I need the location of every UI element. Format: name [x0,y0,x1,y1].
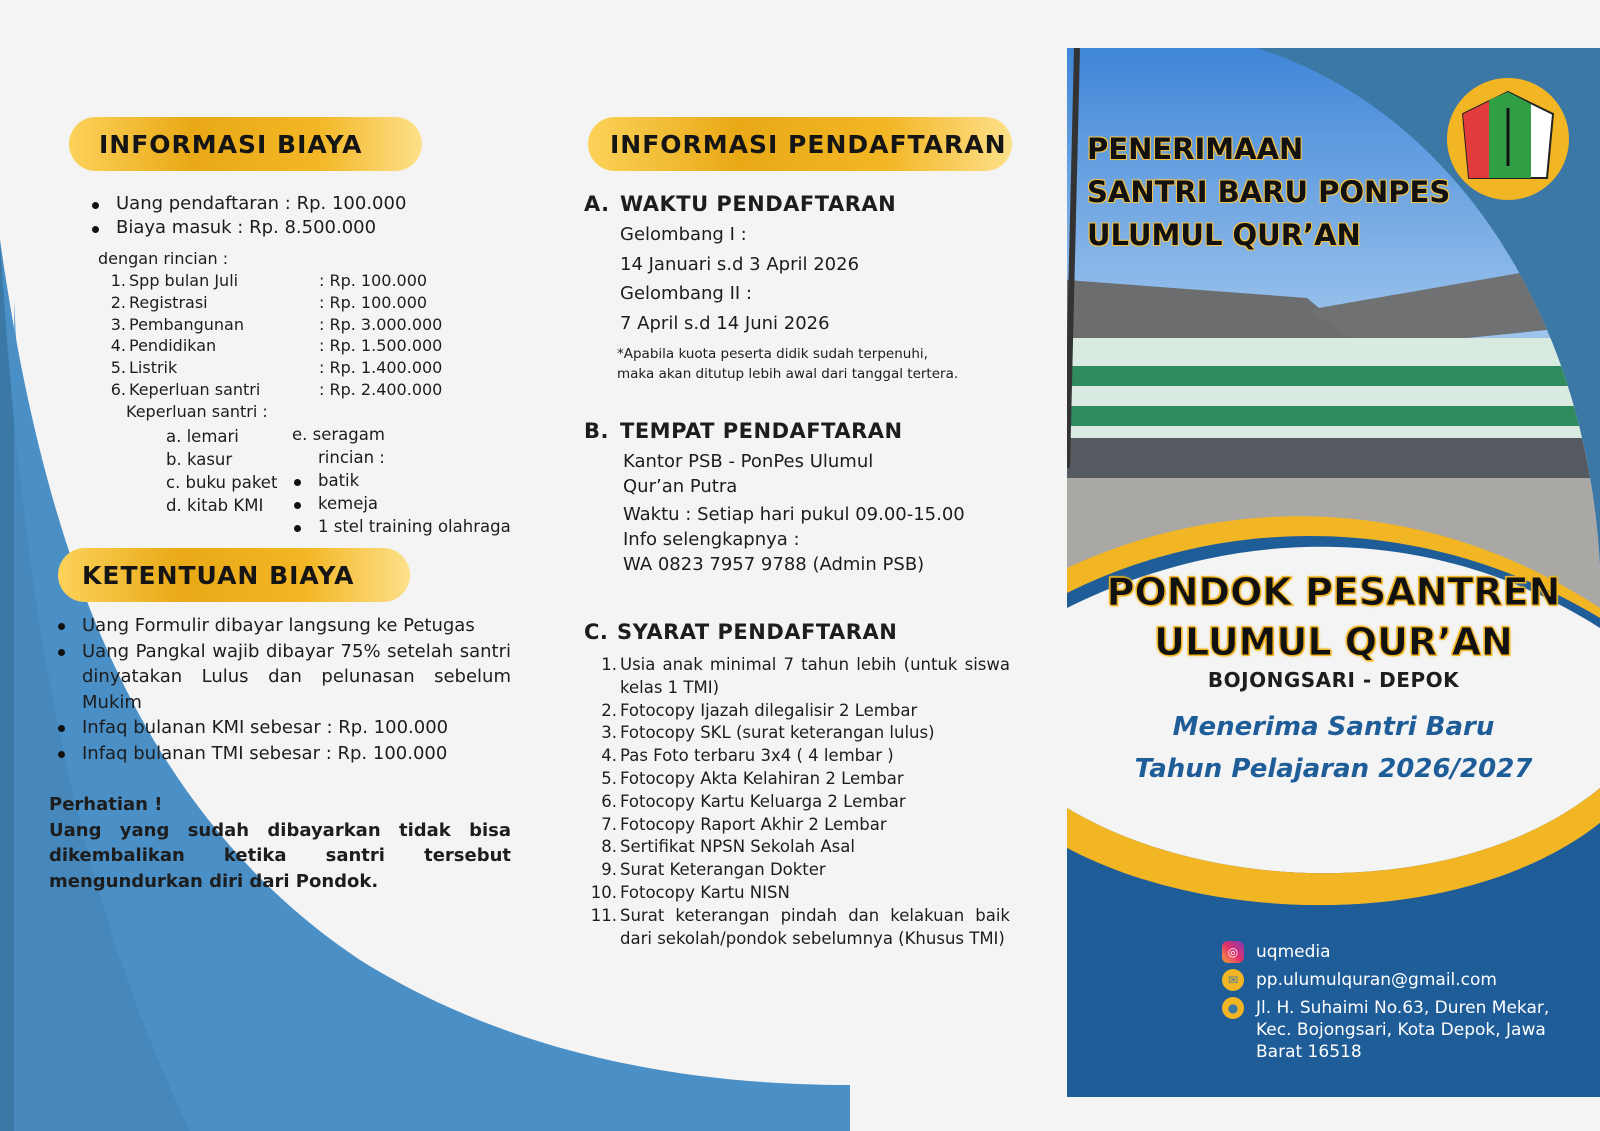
list-item: kemeja [292,492,511,515]
tagline-line: Menerima Santri Baru [1172,712,1495,742]
contact-instagram[interactable] [1222,941,1582,963]
row-value: : Rp. 1.500.000 [319,336,443,356]
rincian-section [98,248,442,423]
list-item [584,905,1029,951]
row-value: : Rp. 100.000 [319,292,428,312]
syarat-list [584,654,1029,950]
seragam-label: e. seragam [292,425,385,444]
item-number: 5. [601,768,617,788]
row-label: Registrasi [129,292,208,312]
row-label: Pendidikan [129,336,217,356]
text-line: Gelombang I : [620,224,747,245]
contact-text: uqmedia [1256,942,1331,962]
item-number: 9. [601,860,617,880]
item-text: Fotocopy Kartu NISN [620,882,790,902]
tagline-line: Tahun Pelajaran 2026/2027 [1134,754,1533,784]
name-line: PONDOK PESANTREN [1106,570,1561,614]
name-line: ULUMUL QUR’AN [1154,620,1513,664]
perhatian-text: Uang yang sudah dibayarkan tidak bisa dikembalikan ketika santri tersebut mengundurkan diri dari Pondok. [49,819,511,892]
row-label: Pembangunan [129,314,244,334]
section-title: WAKTU PENDAFTARAN [620,192,897,216]
list-item: c. buku paket [166,473,278,492]
contact-text: pp.ulumulquran@gmail.com [1256,970,1497,990]
seragam-list [292,423,511,538]
list-item [584,722,1029,745]
list-item [584,700,1029,723]
item-text: Fotocopy Raport Akhir 2 Lembar [620,814,887,834]
row-number: 3. [110,314,126,334]
section-key: A. [584,192,610,216]
rincian-row [108,270,442,292]
list-item [584,768,1029,791]
text-line: Info selengkapnya : [623,528,800,550]
rincian-row [108,335,442,357]
row-label: Keperluan santri [129,379,261,399]
headline-line: ULUMUL QUR’AN [1087,218,1361,252]
mail-icon: ✉ [1222,969,1244,991]
row-number: 4. [110,336,126,356]
perhatian-note [49,792,511,894]
item-number: 8. [601,837,617,857]
item-text: Sertifikat NPSN Sekolah Asal [620,837,855,857]
keperluan-list [166,425,277,517]
list-item: Infaq bulanan KMI sebesar : Rp. 100.000 [56,715,511,741]
item-text: Fotocopy Ijazah dilegalisir 2 Lembar [620,700,918,720]
item-text: Usia anak minimal 7 tahun lebih (untuk siswa kelas 1 TMI) [620,655,1010,697]
section-syarat [584,620,1029,950]
row-label: Listrik [129,358,178,378]
list-item [584,836,1029,859]
informasi-pendaftaran-header: INFORMASI PENDAFTARAN [588,117,1012,171]
headline-line: SANTRI BARU PONPES [1087,175,1451,209]
text-line: 14 Januari s.d 3 April 2026 [620,253,860,275]
item-number: 6. [601,791,617,811]
section-title: SYARAT PENDAFTARAN [617,620,898,644]
perhatian-title: Perhatian ! [49,794,163,815]
section-waktu [584,192,1024,384]
cover-headline [1087,128,1450,257]
contact-address [1222,997,1582,1063]
row-number: 6. [110,379,126,399]
cover-panel [1067,48,1600,1097]
list-item: b. kasur [166,450,233,469]
institution-name [1067,570,1600,790]
note-line: *Apabila kuota peserta didik sudah terpenuhi, [617,346,928,362]
list-item [584,745,1029,768]
item-text: Surat keterangan pindah dan kelakuan baik dari sekolah/pondok sebelumnya (Khusus TMI) [620,905,1010,948]
list-item: Uang pendaftaran : Rp. 100.000 [90,192,406,216]
rincian-row [108,292,442,314]
logo-emblem-icon [1447,78,1569,200]
item-number: 2. [601,700,617,720]
list-item: Uang Pangkal wajib dibayar 75% setelah santri dinyatakan Lulus dan pelunasan sebelum Mukim [56,639,511,716]
section-key: C. [584,620,609,644]
contact-list [1222,941,1582,1063]
row-value: : Rp. 3.000.000 [319,314,443,334]
text-line: Kantor PSB - PonPes Ulumul [623,451,874,472]
contact-email[interactable] [1222,969,1582,991]
text-line: WA 0823 7957 9788 (Admin PSB) [623,554,925,576]
list-item: d. kitab KMI [166,496,264,515]
informasi-biaya-header: INFORMASI BIAYA [69,117,422,171]
text-line: Waktu : Setiap hari pukul 09.00-15.00 [623,503,965,525]
row-value: : Rp. 100.000 [319,271,428,290]
list-item: Uang Formulir dibayar langsung ke Petugas [56,613,511,639]
item-number: 10. [590,882,617,902]
row-value: : Rp. 1.400.000 [319,358,443,378]
contact-text: Jl. H. Suhaimi No.63, Duren Mekar, Kec. Bojongsari, Kota Depok, Jawa Barat 16518 [1256,998,1550,1062]
row-value: : Rp. 2.400.000 [319,379,443,399]
item-text: Fotocopy SKL (surat keterangan lulus) [620,723,935,743]
rincian-row [108,379,442,401]
list-item [584,654,1029,700]
ketentuan-bullets [56,613,511,766]
list-item [584,814,1029,837]
text-line: Gelombang II : [620,283,752,304]
headline-line: PENERIMAAN [1087,132,1304,166]
item-text: Fotocopy Kartu Keluarga 2 Lembar [620,791,906,811]
list-item: 1 stel training olahraga [292,515,511,538]
seragam-rincian-label: rincian : [318,448,385,467]
location-label: BOJONGSARI - DEPOK [1207,668,1460,692]
list-item [584,791,1029,814]
rincian-row [108,357,442,379]
list-item [584,882,1029,905]
keperluan-label: Keperluan santri : [126,401,268,421]
note-line: maka akan ditutup lebih awal dari tanggal tertera. [617,366,959,382]
rincian-label: dengan rincian : [98,249,229,268]
item-text: Surat Keterangan Dokter [620,860,826,880]
text-line: 7 April s.d 14 Juni 2026 [620,312,830,334]
text-line: Qur’an Putra [623,476,738,498]
rincian-row [108,314,442,336]
row-label: Spp bulan Juli [129,271,239,290]
item-text: Pas Foto terbaru 3x4 ( 4 lembar ) [620,746,894,766]
logo [1447,78,1569,200]
item-number: 1. [601,655,617,674]
item-number: 7. [601,814,617,834]
item-number: 11. [590,905,617,925]
section-key: B. [584,419,609,443]
instagram-icon: ◎ [1222,941,1244,963]
section-title: TEMPAT PENDAFTARAN [620,419,903,443]
row-number: 1. [110,271,126,290]
list-item: a. lemari [166,427,239,446]
list-item: batik [292,469,511,492]
row-number: 5. [110,358,126,378]
ketentuan-biaya-header: KETENTUAN BIAYA [58,548,410,602]
item-text: Fotocopy Akta Kelahiran 2 Lembar [620,768,904,788]
rincian-list [98,270,442,401]
item-number: 4. [601,746,617,766]
section-tempat [584,419,1024,577]
item-number: 3. [601,723,617,743]
location-pin-icon: ● [1222,997,1244,1019]
list-item: Infaq bulanan TMI sebesar : Rp. 100.000 [56,741,511,767]
list-item: Biaya masuk : Rp. 8.500.000 [90,216,406,240]
list-item [584,859,1029,882]
row-number: 2. [110,292,126,312]
biaya-bullets [90,192,406,240]
